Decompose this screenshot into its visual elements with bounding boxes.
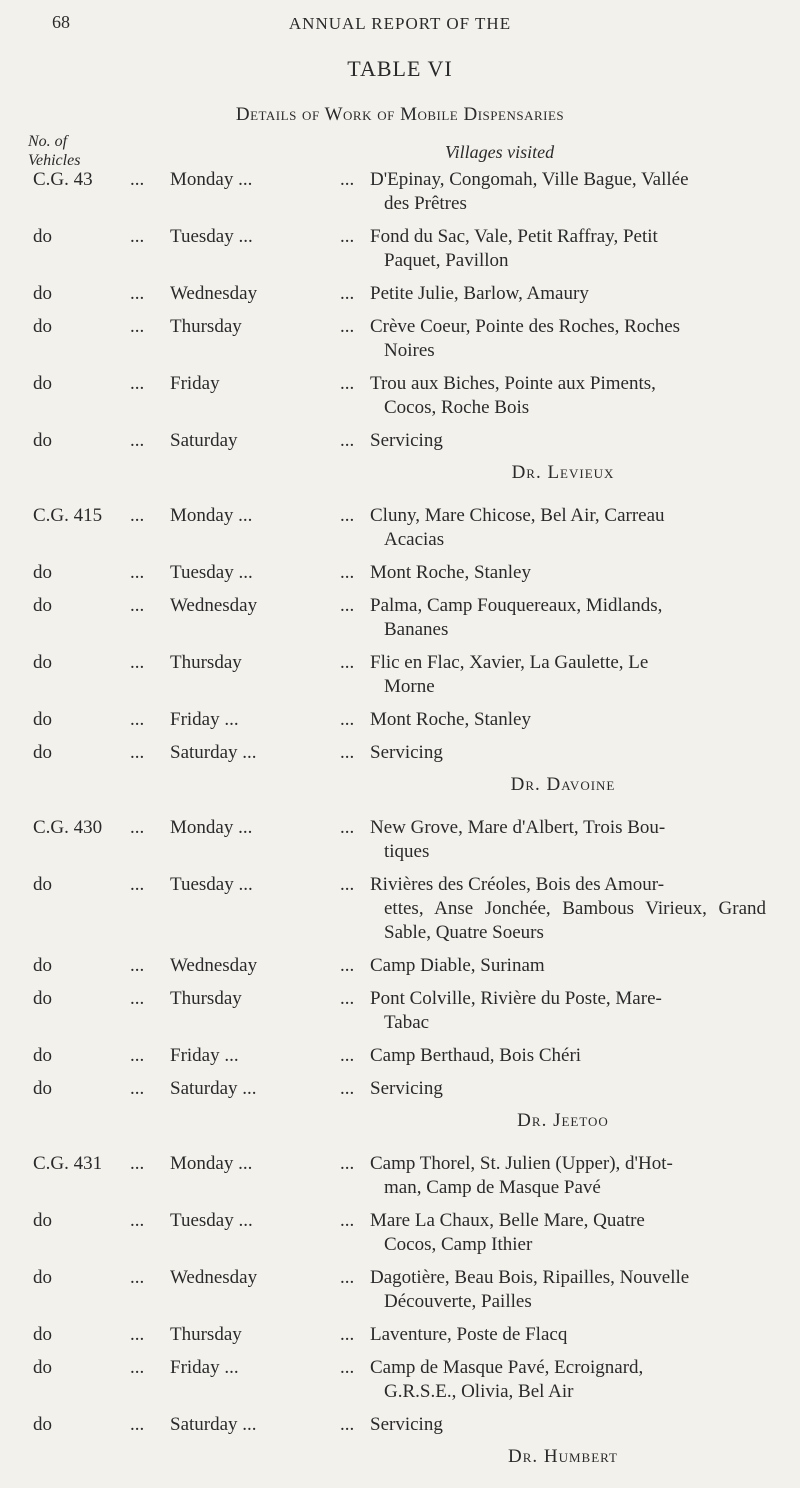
vehicle-cell: do [33, 1045, 52, 1066]
leader-dots: ... [130, 595, 145, 616]
villages-cell [370, 987, 766, 1035]
vehicle-cell: do [33, 1324, 52, 1345]
villages-line-continued: Tabac [384, 1012, 430, 1033]
day-cell: Wednesday [170, 595, 258, 616]
leader-dots: ... [130, 169, 145, 190]
table-row [0, 1356, 800, 1404]
villages-cell [370, 651, 766, 699]
villages-cell [370, 1413, 766, 1437]
day-cell: Wednesday [170, 283, 258, 304]
table-row [0, 1323, 800, 1347]
leader-dots: ... [340, 373, 355, 394]
vehicle-cell: do [33, 652, 52, 673]
column-header-villages: Villages visited [445, 142, 555, 162]
villages-cell [370, 1152, 766, 1200]
table-row [0, 1152, 800, 1200]
vehicle-cell: do [33, 595, 52, 616]
column-header-vehicles [28, 132, 80, 170]
leader-dots: ... [340, 874, 355, 895]
table-row [0, 741, 800, 765]
vehicle-cell: do [33, 709, 52, 730]
leader-dots: ... [130, 283, 145, 304]
leader-dots: ... [130, 226, 145, 247]
running-head: ANNUAL REPORT OF THE [288, 14, 512, 33]
day-cell: Friday [170, 373, 220, 394]
leader-dots: ... [130, 742, 145, 763]
leader-dots: ... [130, 1357, 145, 1378]
table-row [0, 987, 800, 1035]
table-row [0, 1044, 800, 1068]
villages-cell [370, 429, 766, 453]
table-row [0, 816, 800, 864]
villages-cell [370, 816, 766, 864]
villages-line: Rivières des Créoles, Bois des Amour- [370, 874, 665, 895]
villages-cell [370, 1266, 766, 1314]
vehicle-cell: do [33, 316, 52, 337]
villages-line-continued: Cocos, Camp Ithier [384, 1234, 533, 1255]
day-cell: Thursday [170, 1324, 242, 1345]
leader-dots: ... [130, 1324, 145, 1345]
vehicle-cell: do [33, 988, 52, 1009]
villages-line-continued: G.R.S.E., Olivia, Bel Air [384, 1381, 574, 1402]
leader-dots: ... [130, 1153, 145, 1174]
leader-dots: ... [340, 742, 355, 763]
villages-line-continued: Cocos, Roche Bois [384, 397, 530, 418]
table-row [0, 873, 800, 945]
villages-line: Camp Berthaud, Bois Chéri [370, 1045, 582, 1066]
leader-dots: ... [340, 1324, 355, 1345]
villages-cell [370, 708, 766, 732]
vehicle-cell: do [33, 1414, 52, 1435]
leader-dots: ... [130, 874, 145, 895]
dispensary-section [0, 168, 800, 484]
villages-line-continued: man, Camp de Masque Pavé [384, 1177, 601, 1198]
table-body [0, 168, 800, 1488]
vehicle-cell: C.G. 415 [33, 505, 103, 526]
day-cell: Wednesday [170, 955, 258, 976]
table-row [0, 651, 800, 699]
villages-cell [370, 1356, 766, 1404]
day-cell: Monday ... [170, 169, 253, 190]
vehicle-cell: do [33, 1210, 52, 1231]
villages-line-continued: Paquet, Pavillon [384, 250, 509, 271]
doctor-name: Dr. Humbert [507, 1446, 618, 1467]
doctor-name: Dr. Davoine [510, 774, 616, 795]
leader-dots: ... [130, 373, 145, 394]
villages-line: Mont Roche, Stanley [370, 562, 531, 583]
day-cell: Thursday [170, 316, 242, 337]
vehicle-cell: C.G. 430 [33, 817, 103, 838]
villages-line-continued: ettes, Anse Jonchée, Bambous Virieux, Grand Sable, Quatre Soeurs [384, 898, 766, 943]
leader-dots: ... [340, 169, 355, 190]
vehicle-cell: do [33, 283, 52, 304]
villages-cell [370, 1323, 766, 1347]
villages-line-continued: Acacias [384, 529, 445, 550]
table-row [0, 372, 800, 420]
table-row [0, 954, 800, 978]
leader-dots: ... [340, 709, 355, 730]
villages-cell [370, 225, 766, 273]
leader-dots: ... [340, 226, 355, 247]
leader-dots: ... [340, 595, 355, 616]
villages-cell [370, 1044, 766, 1068]
table-row [0, 561, 800, 585]
table-row [0, 1077, 800, 1101]
villages-line: Crève Coeur, Pointe des Roches, Roches [370, 316, 681, 337]
villages-line: Servicing [370, 1414, 443, 1435]
villages-line: Dagotière, Beau Bois, Ripailles, Nouvelle [370, 1267, 690, 1288]
day-cell: Monday ... [170, 1153, 253, 1174]
table-row [0, 168, 800, 216]
villages-line: Petite Julie, Barlow, Amaury [370, 283, 589, 304]
doctor-name-wrapper [0, 1446, 800, 1468]
villages-line-continued: Découverte, Pailles [384, 1291, 532, 1312]
villages-cell [370, 1209, 766, 1257]
table-title: TABLE VI [347, 56, 453, 81]
day-cell: Friday ... [170, 709, 239, 730]
villages-line: Camp Diable, Surinam [370, 955, 545, 976]
doctor-name: Dr. Levieux [511, 462, 615, 483]
villages-line: Servicing [370, 430, 443, 451]
leader-dots: ... [340, 1357, 355, 1378]
table-row [0, 1209, 800, 1257]
villages-cell [370, 168, 766, 216]
leader-dots: ... [130, 955, 145, 976]
villages-line: Servicing [370, 742, 443, 763]
leader-dots: ... [340, 505, 355, 526]
leader-dots: ... [130, 505, 145, 526]
table-row [0, 429, 800, 453]
villages-cell [370, 741, 766, 765]
leader-dots: ... [130, 316, 145, 337]
villages-cell [370, 594, 766, 642]
leader-dots: ... [130, 988, 145, 1009]
villages-line: New Grove, Mare d'Albert, Trois Bou- [370, 817, 666, 838]
vehicle-cell: do [33, 373, 52, 394]
leader-dots: ... [130, 1078, 145, 1099]
villages-line: Trou aux Biches, Pointe aux Piments, [370, 373, 656, 394]
dispensary-section [0, 816, 800, 1132]
villages-line: Mare La Chaux, Belle Mare, Quatre [370, 1210, 645, 1231]
table-row [0, 504, 800, 552]
table-row [0, 315, 800, 363]
day-cell: Saturday ... [170, 1414, 257, 1435]
villages-line-continued: Morne [384, 676, 435, 697]
villages-line-continued: des Prêtres [384, 193, 467, 214]
leader-dots: ... [130, 709, 145, 730]
leader-dots: ... [340, 817, 355, 838]
leader-dots: ... [130, 1267, 145, 1288]
dispensary-section [0, 1152, 800, 1468]
table-row [0, 1266, 800, 1314]
villages-cell [370, 282, 766, 306]
table-row [0, 708, 800, 732]
leader-dots: ... [130, 562, 145, 583]
vehicle-cell: do [33, 226, 52, 247]
villages-cell [370, 315, 766, 363]
villages-cell [370, 954, 766, 978]
day-cell: Tuesday ... [170, 1210, 253, 1231]
day-cell: Tuesday ... [170, 226, 253, 247]
doctor-name-wrapper [0, 774, 800, 796]
villages-cell [370, 1077, 766, 1101]
vehicle-cell: do [33, 562, 52, 583]
vehicle-cell: do [33, 1357, 52, 1378]
day-cell: Monday ... [170, 505, 253, 526]
villages-cell [370, 504, 766, 552]
villages-line-continued: Noires [384, 340, 435, 361]
leader-dots: ... [130, 817, 145, 838]
day-cell: Friday ... [170, 1357, 239, 1378]
table-row [0, 1413, 800, 1437]
vehicle-cell: C.G. 431 [33, 1153, 103, 1174]
doctor-name: Dr. Jeetoo [517, 1110, 609, 1131]
leader-dots: ... [130, 1210, 145, 1231]
villages-line: Cluny, Mare Chicose, Bel Air, Carreau [370, 505, 665, 526]
day-cell: Tuesday ... [170, 874, 253, 895]
leader-dots: ... [340, 652, 355, 673]
day-cell: Saturday [170, 430, 238, 451]
vehicle-cell: do [33, 874, 52, 895]
vehicle-cell: do [33, 1078, 52, 1099]
day-cell: Friday ... [170, 1045, 239, 1066]
column-header-vehicles-line2: Vehicles [28, 152, 81, 169]
villages-line: Palma, Camp Fouquereaux, Midlands, [370, 595, 663, 616]
vehicle-cell: do [33, 742, 52, 763]
leader-dots: ... [130, 1045, 145, 1066]
table-row [0, 225, 800, 273]
leader-dots: ... [340, 562, 355, 583]
villages-line: Laventure, Poste de Flacq [370, 1324, 568, 1345]
villages-line-continued: tiques [384, 841, 430, 862]
column-header-vehicles-line1: No. of [28, 133, 68, 150]
leader-dots: ... [340, 1153, 355, 1174]
table-row [0, 282, 800, 306]
leader-dots: ... [340, 316, 355, 337]
vehicle-cell: C.G. 43 [33, 169, 93, 190]
villages-line: Fond du Sac, Vale, Petit Raffray, Petit [370, 226, 658, 247]
vehicle-cell: do [33, 430, 52, 451]
leader-dots: ... [340, 1414, 355, 1435]
day-cell: Saturday ... [170, 742, 257, 763]
day-cell: Wednesday [170, 1267, 258, 1288]
day-cell: Monday ... [170, 817, 253, 838]
doctor-name-wrapper [0, 462, 800, 484]
leader-dots: ... [340, 955, 355, 976]
villages-line: Servicing [370, 1078, 443, 1099]
villages-line: Mont Roche, Stanley [370, 709, 531, 730]
page-number: 68 [52, 12, 70, 32]
leader-dots: ... [130, 652, 145, 673]
leader-dots: ... [130, 430, 145, 451]
leader-dots: ... [340, 988, 355, 1009]
day-cell: Thursday [170, 988, 242, 1009]
day-cell: Thursday [170, 652, 242, 673]
leader-dots: ... [340, 1045, 355, 1066]
villages-line-continued: Bananes [384, 619, 449, 640]
leader-dots: ... [130, 1414, 145, 1435]
villages-cell [370, 873, 766, 945]
leader-dots: ... [340, 283, 355, 304]
villages-cell [370, 561, 766, 585]
table-row [0, 594, 800, 642]
leader-dots: ... [340, 1267, 355, 1288]
villages-line: Camp Thorel, St. Julien (Upper), d'Hot- [370, 1153, 673, 1174]
doctor-name-wrapper [0, 1110, 800, 1132]
vehicle-cell: do [33, 955, 52, 976]
table-subtitle: Details of Work of Mobile Dispensaries [235, 104, 565, 125]
day-cell: Saturday ... [170, 1078, 257, 1099]
day-cell: Tuesday ... [170, 562, 253, 583]
leader-dots: ... [340, 1210, 355, 1231]
vehicle-cell: do [33, 1267, 52, 1288]
villages-line: Flic en Flac, Xavier, La Gaulette, Le [370, 652, 649, 673]
villages-line: Pont Colville, Rivière du Poste, Mare- [370, 988, 662, 1009]
leader-dots: ... [340, 1078, 355, 1099]
dispensary-section [0, 504, 800, 796]
leader-dots: ... [340, 430, 355, 451]
villages-line: Camp de Masque Pavé, Ecroignard, [370, 1357, 644, 1378]
villages-line: D'Epinay, Congomah, Ville Bague, Vallée [370, 169, 689, 190]
villages-cell [370, 372, 766, 420]
